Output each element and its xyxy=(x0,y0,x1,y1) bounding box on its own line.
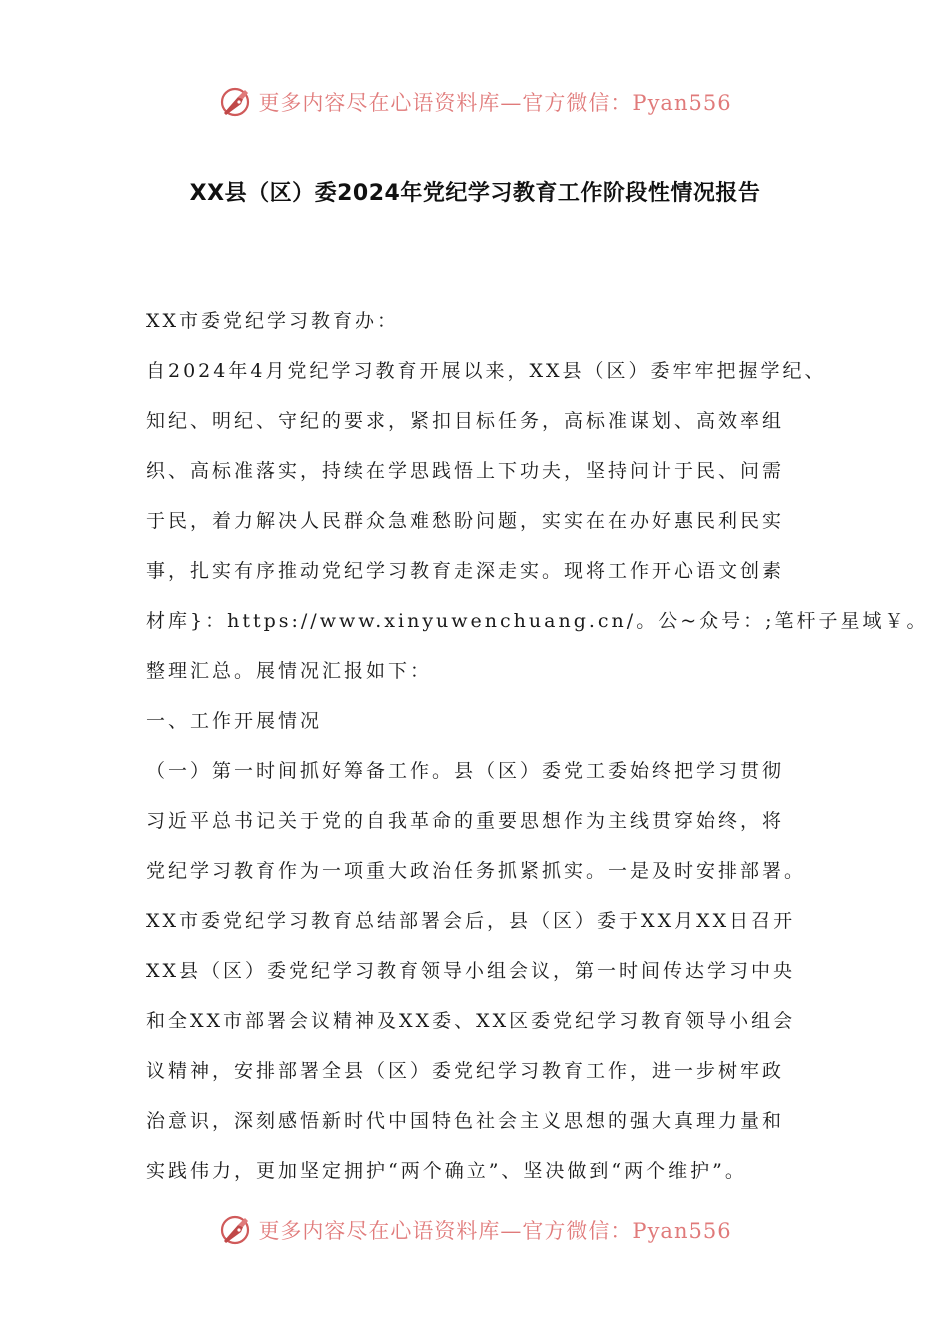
section-heading: 一、工作开展情况 xyxy=(146,710,323,732)
document-body xyxy=(146,296,929,1196)
paragraph-line: 织、高标准落实，持续在学思践悟上下功夫，坚持问计于民、问需 xyxy=(146,460,785,482)
footer-watermark-banner xyxy=(0,1208,950,1252)
watermark-text: 更多内容尽在心语资料库—官方微信：Pyan556 xyxy=(258,1219,732,1243)
document-title: XX县（区）委2024年党纪学习教育工作阶段性情况报告 xyxy=(189,181,761,206)
paragraph-line: 事，扎实有序推动党纪学习教育走深走实。现将工作开心语文创素 xyxy=(146,560,785,582)
paragraph-line: 材库}：https://www.xinyuwenchuang.cn/。公~众号：;笔杆子星域￥。 xyxy=(146,610,929,632)
paragraph-line: 和全XX市部署会议精神及XX委、XX区委党纪学习教育领导小组会 xyxy=(146,1010,796,1032)
paragraph-line: 实践伟力，更加坚定拥护“两个确立”、坚决做到“两个维护”。 xyxy=(146,1160,747,1182)
paragraph-line: 知纪、明纪、守纪的要求，紧扣目标任务，高标准谋划、高效率组 xyxy=(146,410,785,432)
paragraph-line: XX市委党纪学习教育总结部署会后，县（区）委于XX月XX日召开 xyxy=(146,910,796,932)
salutation-line: XX市委党纪学习教育办： xyxy=(146,310,400,332)
paragraph-line: 整理汇总。展情况汇报如下： xyxy=(146,660,433,682)
paragraph-line: XX县（区）委党纪学习教育领导小组会议，第一时间传达学习中央 xyxy=(146,960,796,982)
paragraph-line: 自2024年4月党纪学习教育开展以来，XX县（区）委牢牢把握学纪、 xyxy=(146,360,827,382)
paragraph-line: 党纪学习教育作为一项重大政治任务抓紧抓实。一是及时安排部署。 xyxy=(146,860,807,882)
pen-nib-icon xyxy=(218,1213,252,1247)
watermark-text: 更多内容尽在心语资料库—官方微信：Pyan556 xyxy=(258,91,732,115)
paragraph-line: 议精神，安排部署全县（区）委党纪学习教育工作，进一步树牢政 xyxy=(146,1060,785,1082)
paragraph-line: 于民，着力解决人民群众急难愁盼问题，实实在在办好惠民利民实 xyxy=(146,510,785,532)
paragraph-line: 习近平总书记关于党的自我革命的重要思想作为主线贯穿始终，将 xyxy=(146,810,785,832)
paragraph-line: 治意识，深刻感悟新时代中国特色社会主义思想的强大真理力量和 xyxy=(146,1110,785,1132)
paragraph-line: （一）第一时间抓好筹备工作。县（区）委党工委始终把学习贯彻 xyxy=(146,760,785,782)
header-watermark-banner xyxy=(0,80,950,124)
pen-nib-icon xyxy=(218,85,252,119)
